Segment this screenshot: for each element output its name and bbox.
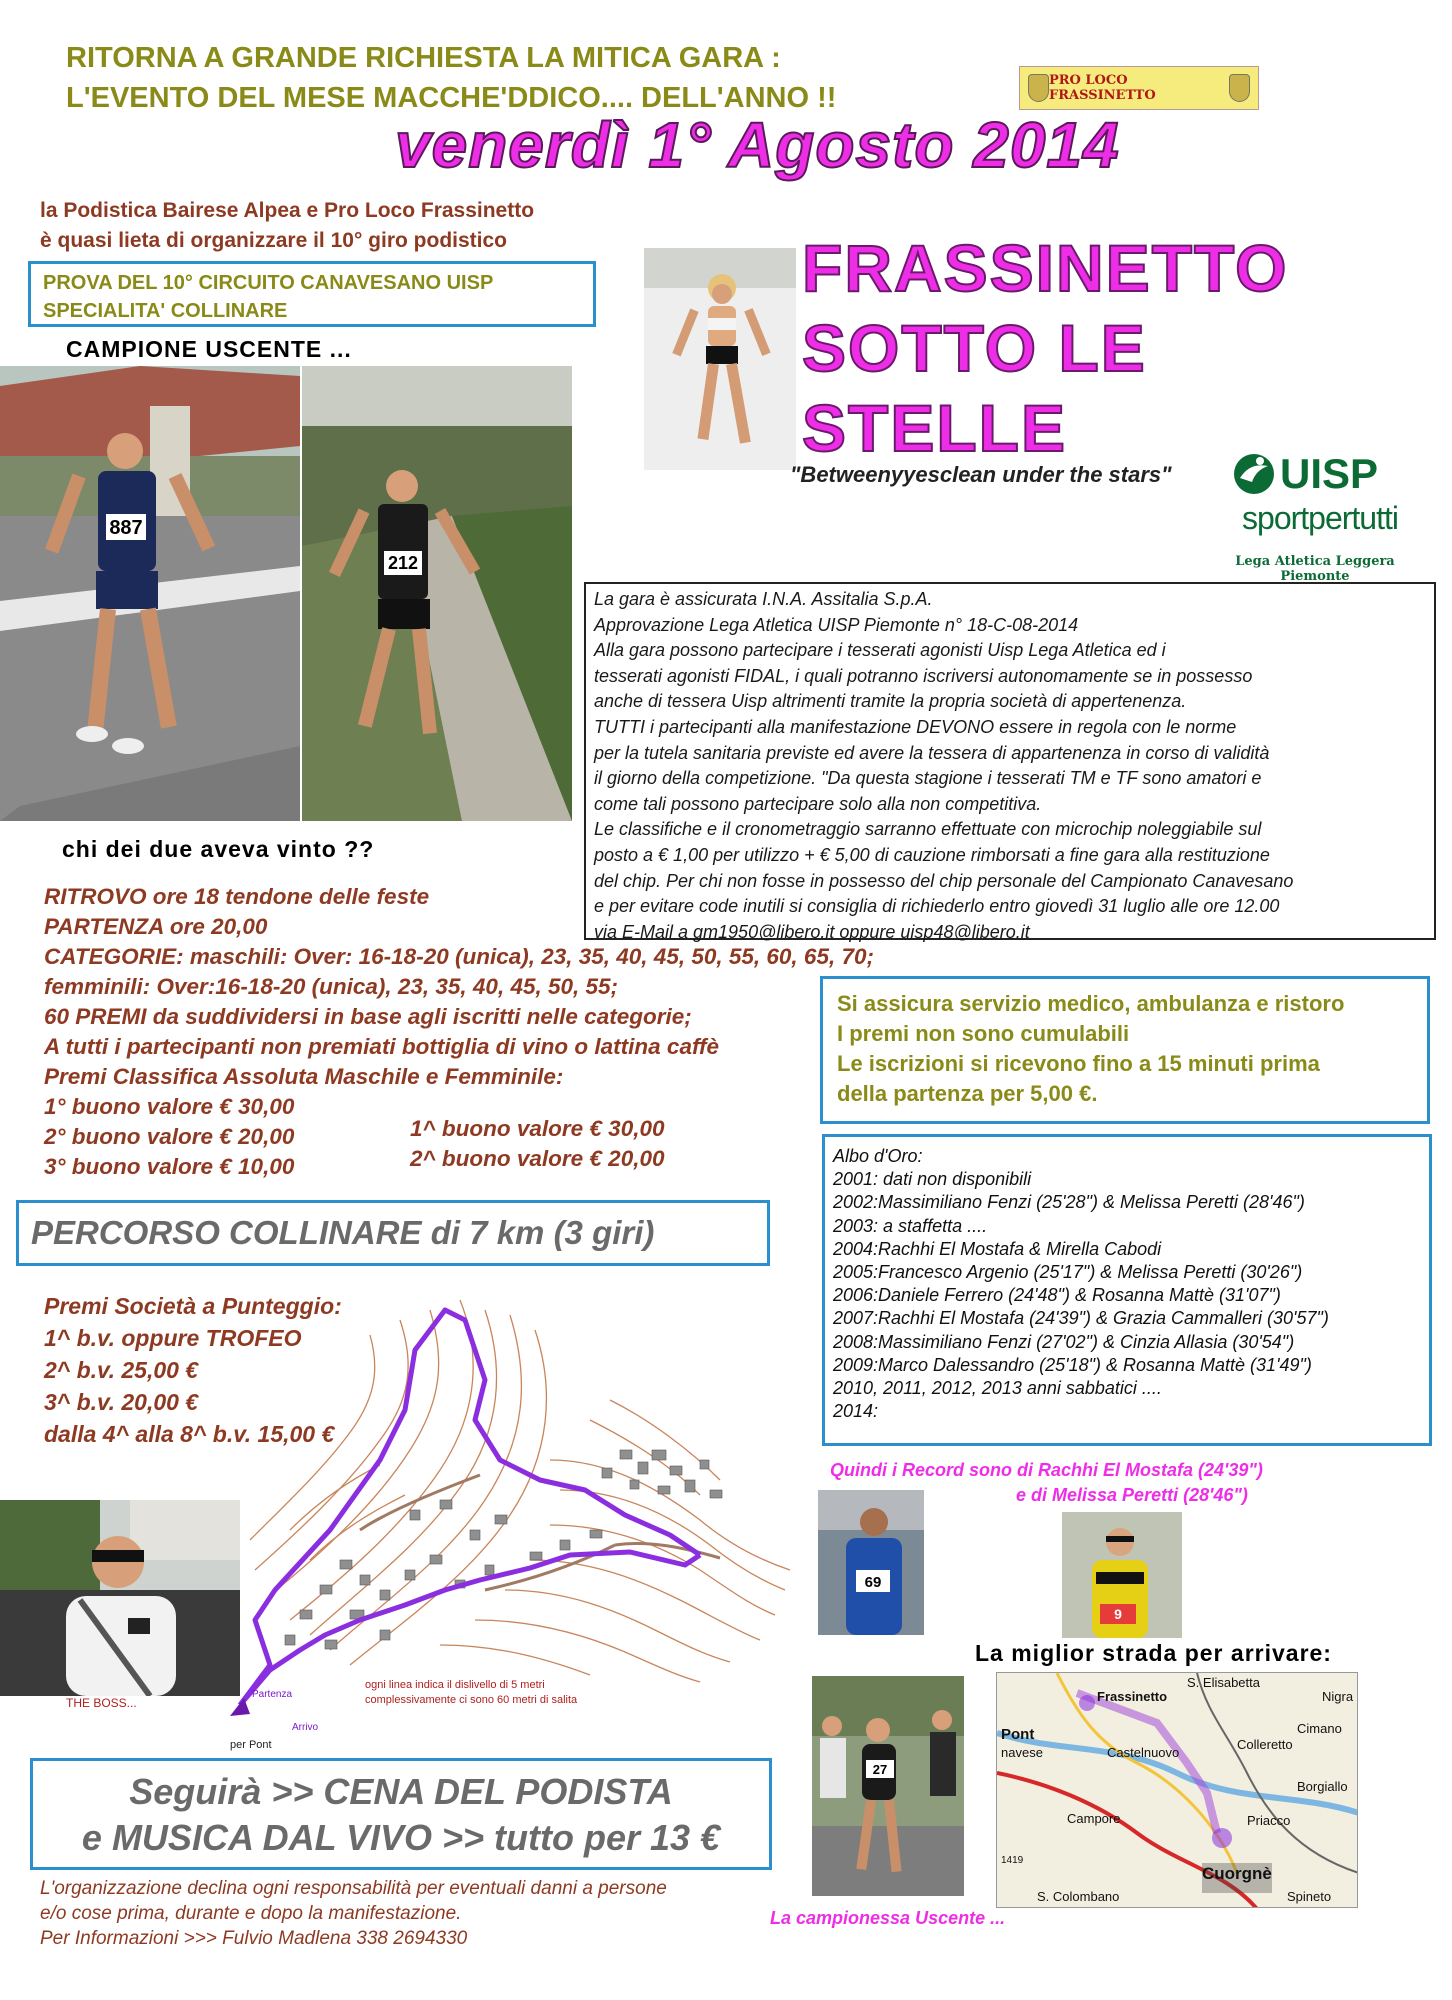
crest-icon — [1229, 74, 1250, 102]
tagline: "Betweenyyesclean under the stars" — [790, 462, 1172, 487]
disclaimer-line: e/o cose prima, durante e dopo la manifestazione. — [40, 1903, 462, 1924]
campionessa-photo — [812, 1676, 964, 1896]
info-line: femminili: Over:16-18-20 (unica), 23, 35, 40, 45, 50, 55; — [44, 974, 619, 999]
disclaimer-line: L'organizzazione declina ogni responsabilità per eventuali danni a persone — [40, 1878, 667, 1899]
road-map — [996, 1672, 1358, 1908]
cena-line-2: e MUSICA DAL VIVO >> tutto per 13 € — [81, 1817, 721, 1858]
rules-line: La gara è assicurata I.N.A. Assitalia S.p.A. — [594, 589, 933, 609]
percorso-box: PERCORSO COLLINARE di 7 km (3 giri) — [16, 1200, 770, 1266]
albo-line: 2007:Rachhi El Mostafa (24'39") & Grazia Cammalleri (30'57") — [833, 1308, 1329, 1329]
societa-line: 3^ b.v. 20,00 € — [44, 1389, 199, 1415]
albo-line: Albo d'Oro: — [833, 1146, 923, 1166]
runner-photo-1 — [0, 366, 300, 821]
map-label-borgiallo: Borgiallo — [1297, 1779, 1348, 1794]
medical-box — [820, 976, 1430, 1124]
medical-line: I premi non sono cumulabili — [837, 1021, 1130, 1046]
albo-line: 2008:Massimiliano Fenzi (27'02") & Cinzia Allasia (30'54") — [833, 1331, 1295, 1352]
info-line: PARTENZA ore 20,00 — [44, 914, 268, 939]
prize-male-line: 3° buono valore € 10,00 — [44, 1154, 295, 1179]
event-title — [802, 228, 1288, 468]
record-line-1: Quindi i Record sono di Rachhi El Mostafa (24'39") — [830, 1460, 1263, 1480]
rules-line: Alla gara possono partecipare i tesserati agonisti Uisp Lega Atletica ed i — [594, 640, 1166, 661]
pro-loco-logo-text: PRO LOCO FRASSINETTO — [1048, 73, 1156, 103]
rules-line: il giorno della competizione. "Da questa stagione i tesserati TM e TF sono amatori e — [594, 768, 1262, 789]
runner-bib-2: 212 — [387, 553, 419, 573]
medical-line: della partenza per 5,00 €. — [837, 1081, 1098, 1106]
rules-line: via E-Mail a gm1950@libero.it oppure uisp48@libero.it — [594, 921, 1030, 942]
rules-line: TUTTI i partecipanti alla manifestazione DEVONO essere in regola con le norme — [594, 716, 1237, 737]
prizes-female — [410, 1114, 665, 1174]
societa-line: dalla 4^ alla 8^ b.v. 15,00 € — [44, 1421, 335, 1447]
map-arrivo: Arrivo — [292, 1722, 319, 1733]
info-line: RITROVO ore 18 tendone delle feste — [44, 884, 430, 909]
albo-line: 2006:Daniele Ferrero (24'48") & Rosanna Mattè (31'07") — [833, 1285, 1281, 1306]
medical-line: Si assicura servizio medico, ambulanza e ristoro — [837, 991, 1345, 1016]
map-per-pont: per Pont — [230, 1739, 272, 1751]
record-line-2: e di Melissa Peretti (28'46") — [1016, 1485, 1248, 1505]
prize-male-line: 2° buono valore € 20,00 — [44, 1124, 295, 1149]
pro-loco-logo — [1019, 66, 1259, 110]
map-label-nigra: Nigra — [1322, 1689, 1354, 1704]
uisp-runner-icon — [1230, 452, 1278, 496]
runner-bib-1: 887 — [109, 517, 143, 539]
rules-line: come tali possono partecipare solo alla non competitiva. — [594, 793, 1042, 814]
event-date: venerdì 1° Agosto 2014 — [395, 109, 1120, 181]
boss-label: THE BOSS... — [66, 1696, 137, 1710]
info-line: CATEGORIE: maschili: Over: 16-18-20 (unica), 23, 35, 40, 45, 50, 55, 60, 65, 70; — [44, 944, 874, 969]
runner-photo-2 — [302, 366, 572, 821]
albo-line: 2014: — [833, 1401, 879, 1422]
question-label: chi dei due aveva vinto ?? — [62, 836, 375, 862]
albo-line: 2003: a staffetta .... — [833, 1215, 988, 1236]
albo-line: 2009:Marco Dalessandro (25'18") & Rosanna Mattè (31'49") — [833, 1354, 1312, 1375]
event-title-line-2: SOTTO LE — [802, 311, 1147, 385]
map-partenza: Partenza — [252, 1689, 293, 1700]
rules-line: per la tutela sanitaria previste ed avere la tessera di appartenenza in corso di validità — [594, 742, 1270, 763]
event-title-line-3: STELLE — [802, 391, 1068, 465]
boss-photo — [0, 1500, 240, 1696]
rules-line: e per evitare code inutili si consiglia di richiederlo entro giovedì 31 luglio alle ore 12.00 — [594, 896, 1280, 917]
map-label-1419: 1419 — [1001, 1855, 1024, 1866]
info-line: Premi Classifica Assoluta Maschile e Femminile: — [44, 1064, 564, 1089]
map-label-cuorgne: Cuorgnè — [1202, 1864, 1272, 1883]
prize-female-line: 1^ buono valore € 30,00 — [410, 1116, 665, 1141]
circuit-line-2: SPECIALITA' COLLINARE — [43, 300, 288, 322]
rules-line: del chip. Per chi non fosse in possesso del chip personale del Campionato Canavesano — [594, 870, 1294, 891]
organizers-line-1: la Podistica Bairese Alpea e Pro Loco Frassinetto — [40, 199, 535, 222]
uisp-logo — [1230, 450, 1410, 584]
circuit-box — [28, 261, 596, 327]
societa-line: Premi Società a Punteggio: — [44, 1293, 342, 1319]
map-note-1: ogni linea indica il dislivello di 5 metri — [365, 1679, 545, 1691]
albo-line: 2002:Massimiliano Fenzi (25'28") & Melissa Peretti (28'46") — [833, 1192, 1305, 1213]
map-label-navese: navese — [1001, 1745, 1043, 1760]
map-label-cimano: Cimano — [1297, 1721, 1342, 1736]
map-label-campore: Campore — [1067, 1811, 1121, 1826]
societa-line: 1^ b.v. oppure TROFEO — [44, 1325, 302, 1351]
map-label-pont: Pont — [1001, 1726, 1035, 1743]
map-label-elisabetta: S. Elisabetta — [1187, 1675, 1260, 1690]
map-label-colombano: S. Colombano — [1037, 1889, 1120, 1904]
contact-line: Per Informazioni >>> Fulvio Madlena 338 2694330 — [40, 1928, 468, 1949]
albo-line: 2005:Francesco Argenio (25'17") & Melissa Peretti (30'26") — [833, 1262, 1303, 1283]
prize-female-line: 2^ buono valore € 20,00 — [410, 1146, 665, 1171]
record-bib-female: 9 — [1114, 1606, 1122, 1622]
rules-line: posto a € 1,00 per utilizzo + € 5,00 di cauzione rimborsati a fine gara alla restituzione — [594, 844, 1270, 865]
circuit-line-1: PROVA DEL 10° CIRCUITO CANAVESANO UISP — [43, 272, 494, 294]
campionessa-label: La campionessa Uscente ... — [770, 1908, 1006, 1928]
rules-line: anche di tessera Uisp altrimenti tramite la propria società di appertenenza. — [594, 691, 1187, 712]
prize-male-line: 1° buono valore € 30,00 — [44, 1094, 295, 1119]
map-note-2: complessivamente ci sono 60 metri di salita — [365, 1694, 578, 1706]
route-map — [230, 1290, 820, 1760]
map-label-castelnuovo: Castelnuovo — [1107, 1745, 1180, 1760]
map-label-priacco: Priacco — [1247, 1813, 1291, 1828]
event-title-line-1: FRASSINETTO — [802, 231, 1289, 305]
info-line: A tutti i partecipanti non premiati bottiglia di vino o lattina caffè — [44, 1034, 720, 1059]
organizers-line-2: è quasi lieta di organizzare il 10° giro podistico — [40, 229, 508, 252]
record-photo-female — [1062, 1512, 1182, 1638]
rules-line: tesserati agonisti FIDAL, i quali potranno iscriversi autonomamente se in possesso — [594, 665, 1253, 686]
headline — [66, 38, 836, 118]
albo-line: 2004:Rachhi El Mostafa & Mirella Cabodi — [833, 1238, 1162, 1259]
campionessa-bib: 27 — [872, 1762, 888, 1777]
record-photo-male — [818, 1490, 924, 1635]
societa-line: 2^ b.v. 25,00 € — [44, 1357, 199, 1383]
medical-line: Le iscrizioni si ricevono fino a 15 minuti prima — [837, 1051, 1320, 1076]
strada-label: La miglior strada per arrivare: — [975, 1640, 1332, 1666]
headline-line-2: L'EVENTO DEL MESE MACCHE'DDICO.... DELL'ANNO !! — [66, 82, 837, 114]
map-label-spineto: Spineto — [1287, 1889, 1332, 1904]
albo-line: 2001: dati non disponibili — [833, 1169, 1032, 1190]
disclaimer — [40, 1876, 667, 1951]
cena-line-1: Seguirà >> CENA DEL PODISTA — [129, 1771, 673, 1812]
albo-line: 2010, 2011, 2012, 2013 anni sabbatici .... — [833, 1378, 1162, 1399]
uisp-subtitle: Lega Atletica Leggera Piemonte — [1235, 554, 1395, 584]
map-label-frassinetto: Frassinetto — [1097, 1689, 1168, 1704]
uisp-slogan: sportpertutti — [1242, 500, 1398, 536]
map-label-colleretto: Colleretto — [1237, 1737, 1293, 1752]
organizers — [40, 196, 534, 256]
rules-line: Approvazione Lega Atletica UISP Piemonte n° 18-C-08-2014 — [594, 614, 1079, 635]
runner-photo-girl — [644, 248, 796, 470]
info-line: 60 PREMI da suddividersi in base agli iscritti nelle categorie; — [44, 1004, 692, 1029]
uisp-name: UISP — [1280, 450, 1379, 497]
cena-box — [30, 1758, 772, 1870]
rules-line: Le classifiche e il cronometraggio sarranno effettuate con microchip noleggiabile sul — [594, 819, 1262, 840]
albo-oro-box — [822, 1134, 1432, 1446]
record-bib-male: 69 — [864, 1574, 882, 1591]
campione-label: CAMPIONE USCENTE ... — [66, 336, 352, 362]
headline-line-1: RITORNA A GRANDE RICHIESTA LA MITICA GARA : — [66, 42, 781, 74]
crest-icon — [1028, 74, 1049, 102]
